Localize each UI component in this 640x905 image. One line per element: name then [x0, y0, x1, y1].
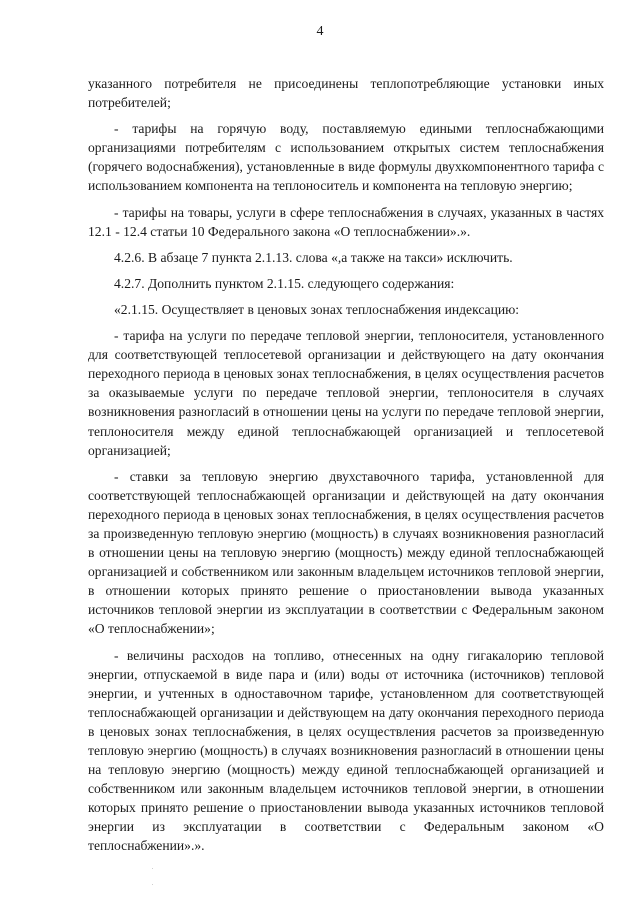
paragraph-4-2-7: 4.2.7. Дополнить пунктом 2.1.15. следующего содержания:: [114, 275, 455, 291]
scan-speck: [152, 884, 153, 885]
paragraph-2-1-15-intro: «2.1.15. Осуществляет в ценовых зонах теплоснабжения индексацию:: [114, 301, 520, 317]
page-number: 4: [316, 24, 324, 39]
document-body: [88, 74, 604, 863]
scan-speck: [152, 868, 153, 869]
paragraph-two-part-tariff-rate: - ставки за тепловую энергию двухставочного тарифа, установленной для соответствующей теплоснабжающей организации и действующей на дату окончания переходного периода в ценовых зонах теплоснабжения, в целях осуществления расчетов за произведенную тепловую энергию (мощность) в случаях возникновения разногласий в отношении цены на тепловую энергию (мощность) между единой теплоснабжающей организацией и собственником или законным владельцем источников тепловой энергии, в отношении которых принято решение о приостановлении вывода указанных источников тепловой энергии из эксплуатации в соответствии с Федеральным законом «О теплоснабжении»;: [88, 468, 604, 637]
paragraph-4-2-6: 4.2.6. В абзаце 7 пункта 2.1.13. слова «,а также на такси» исключить.: [114, 249, 513, 265]
paragraph-fuel-costs: - величины расходов на топливо, отнесенных на одну гигакалорию тепловой энергии, отпускаемой в виде пара и (или) воды от источника (источников) тепловой энергии, и учтенных в одноставочном тарифе, установленном для соответствующей теплоснабжающей организации и действующем на дату окончания переходного периода в ценовых зонах теплоснабжения, в целях осуществления расчетов за произведенную тепловую энергию (мощность) в случаях возникновения разногласий в отношении цены на тепловую энергию (мощность) между единой теплоснабжающей организацией и собственником или законным владельцем источников тепловой энергии, в отношении которых принято решение о приостановлении вывода указанных источников тепловой энергии из эксплуатации в соответствии с Федеральным законом «О теплоснабжении».».: [88, 647, 604, 854]
paragraph-transfer-tariff: - тарифа на услуги по передаче тепловой энергии, теплоносителя, установленного для соответствующей теплосетевой организации и действующего на дату окончания переходного периода в ценовых зонах теплоснабжения, в целях осуществления расчетов за оказываемые услуги по передаче тепловой энергии, теплоносителя в случаях возникновения разногласий в отношении цены на услуги по передаче тепловой энергии, теплоносителя между единой теплоснабжающей организацией и теплосетевой организацией;: [88, 328, 604, 458]
paragraph-continuation: указанного потребителя не присоединены теплопотребляющие установки иных потребителей;: [88, 76, 604, 111]
paragraph-hot-water-tariffs: - тарифы на горячую воду, поставляемую едиными теплоснабжающими организациями потребителям с использованием открытых систем теплоснабжения (горячего водоснабжения), установленные в виде формулы двухкомпонентного тарифа с использованием компонента на теплоноситель и компонента на тепловую энергию;: [88, 121, 604, 194]
paragraph-goods-services-tariffs: - тарифы на товары, услуги в сфере теплоснабжения в случаях, указанных в частях 12.1 - 12.4 статьи 10 Федерального закона «О теплоснабжении».».: [88, 204, 604, 239]
